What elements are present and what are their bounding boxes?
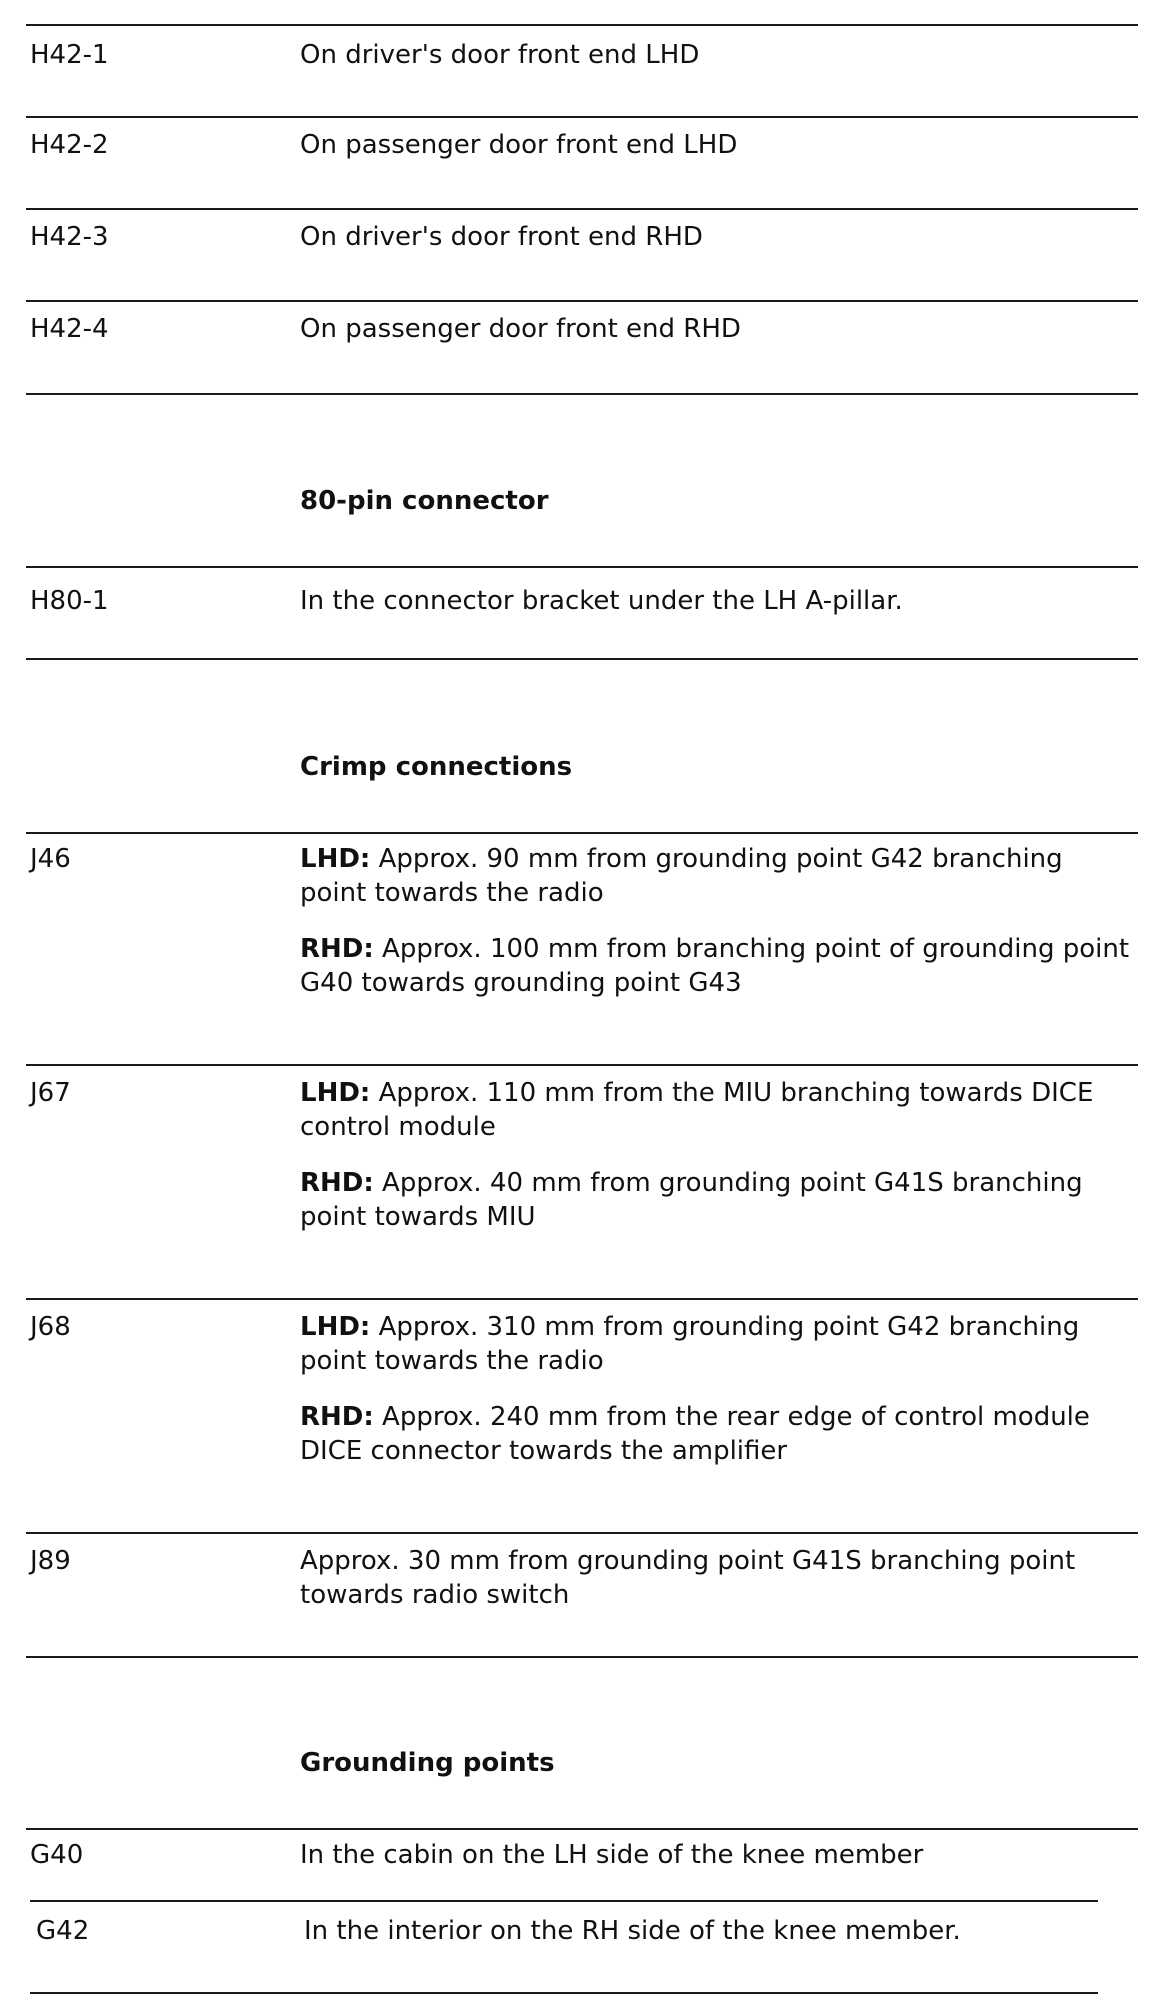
lhd-note (300, 1310, 1130, 1378)
connector-location: On driver's door front end RHD (300, 222, 703, 252)
lhd-note (300, 1076, 1130, 1144)
table-rule (26, 1532, 1138, 1534)
section-heading-80-pin: 80-pin connector (300, 486, 549, 516)
connector-code: H42-4 (30, 314, 109, 344)
table-rule (26, 658, 1138, 660)
crimp-code: J46 (30, 844, 71, 874)
lhd-label: LHD: (300, 1078, 371, 1108)
table-rule (26, 300, 1138, 302)
table-rule (26, 1064, 1138, 1066)
connector-code: H80-1 (30, 586, 109, 616)
connector-code: H42-1 (30, 40, 109, 70)
connector-code: H42-2 (30, 130, 109, 160)
crimp-code: J68 (30, 1312, 71, 1342)
section-heading-crimp: Crimp connections (300, 752, 573, 782)
rhd-note (300, 932, 1130, 1000)
connector-location: On driver's door front end LHD (300, 40, 700, 70)
crimp-location (300, 1076, 1130, 1234)
grounding-code: G42 (36, 1916, 90, 1946)
lhd-note (300, 842, 1130, 910)
table-rule (26, 1828, 1138, 1830)
lhd-text: Approx. 90 mm from grounding point G42 branching point towards the radio (300, 844, 1063, 908)
lhd-text: Approx. 310 mm from grounding point G42 branching point towards the radio (300, 1312, 1080, 1376)
rhd-label: RHD: (300, 934, 374, 964)
grounding-location: In the interior on the RH side of the knee member. (304, 1916, 961, 1946)
lhd-text: Approx. 110 mm from the MIU branching towards DICE control module (300, 1078, 1094, 1142)
grounding-code: G40 (30, 1840, 84, 1870)
table-rule (26, 566, 1138, 568)
table-rule (30, 1992, 1098, 1994)
rhd-label: RHD: (300, 1168, 374, 1198)
table-rule (30, 1900, 1098, 1902)
table-rule (26, 393, 1138, 395)
lhd-label: LHD: (300, 1312, 371, 1342)
rhd-label: RHD: (300, 1402, 374, 1432)
section-heading-grounding: Grounding points (300, 1748, 555, 1778)
table-rule (26, 832, 1138, 834)
table-rule (26, 24, 1138, 26)
crimp-code: J89 (30, 1546, 71, 1576)
rhd-note (300, 1166, 1130, 1234)
rhd-note (300, 1400, 1130, 1468)
connector-location: On passenger door front end LHD (300, 130, 738, 160)
table-rule (26, 208, 1138, 210)
grounding-location: In the cabin on the LH side of the knee member (300, 1840, 924, 1870)
connector-code: H42-3 (30, 222, 109, 252)
rhd-text: Approx. 40 mm from grounding point G41S branching point towards MIU (300, 1168, 1083, 1232)
crimp-code: J67 (30, 1078, 71, 1108)
table-rule (26, 1298, 1138, 1300)
rhd-text: Approx. 240 mm from the rear edge of control module DICE connector towards the amplifier (300, 1402, 1090, 1466)
crimp-location: Approx. 30 mm from grounding point G41S branching point towards radio switch (300, 1546, 1076, 1610)
crimp-location (300, 1310, 1130, 1468)
rhd-text: Approx. 100 mm from branching point of grounding point G40 towards grounding point G43 (300, 934, 1130, 998)
lhd-label: LHD: (300, 844, 371, 874)
connector-location: In the connector bracket under the LH A-pillar. (300, 586, 903, 616)
table-rule (26, 1656, 1138, 1658)
connector-location: On passenger door front end RHD (300, 314, 741, 344)
table-rule (26, 116, 1138, 118)
crimp-location (300, 842, 1130, 1000)
